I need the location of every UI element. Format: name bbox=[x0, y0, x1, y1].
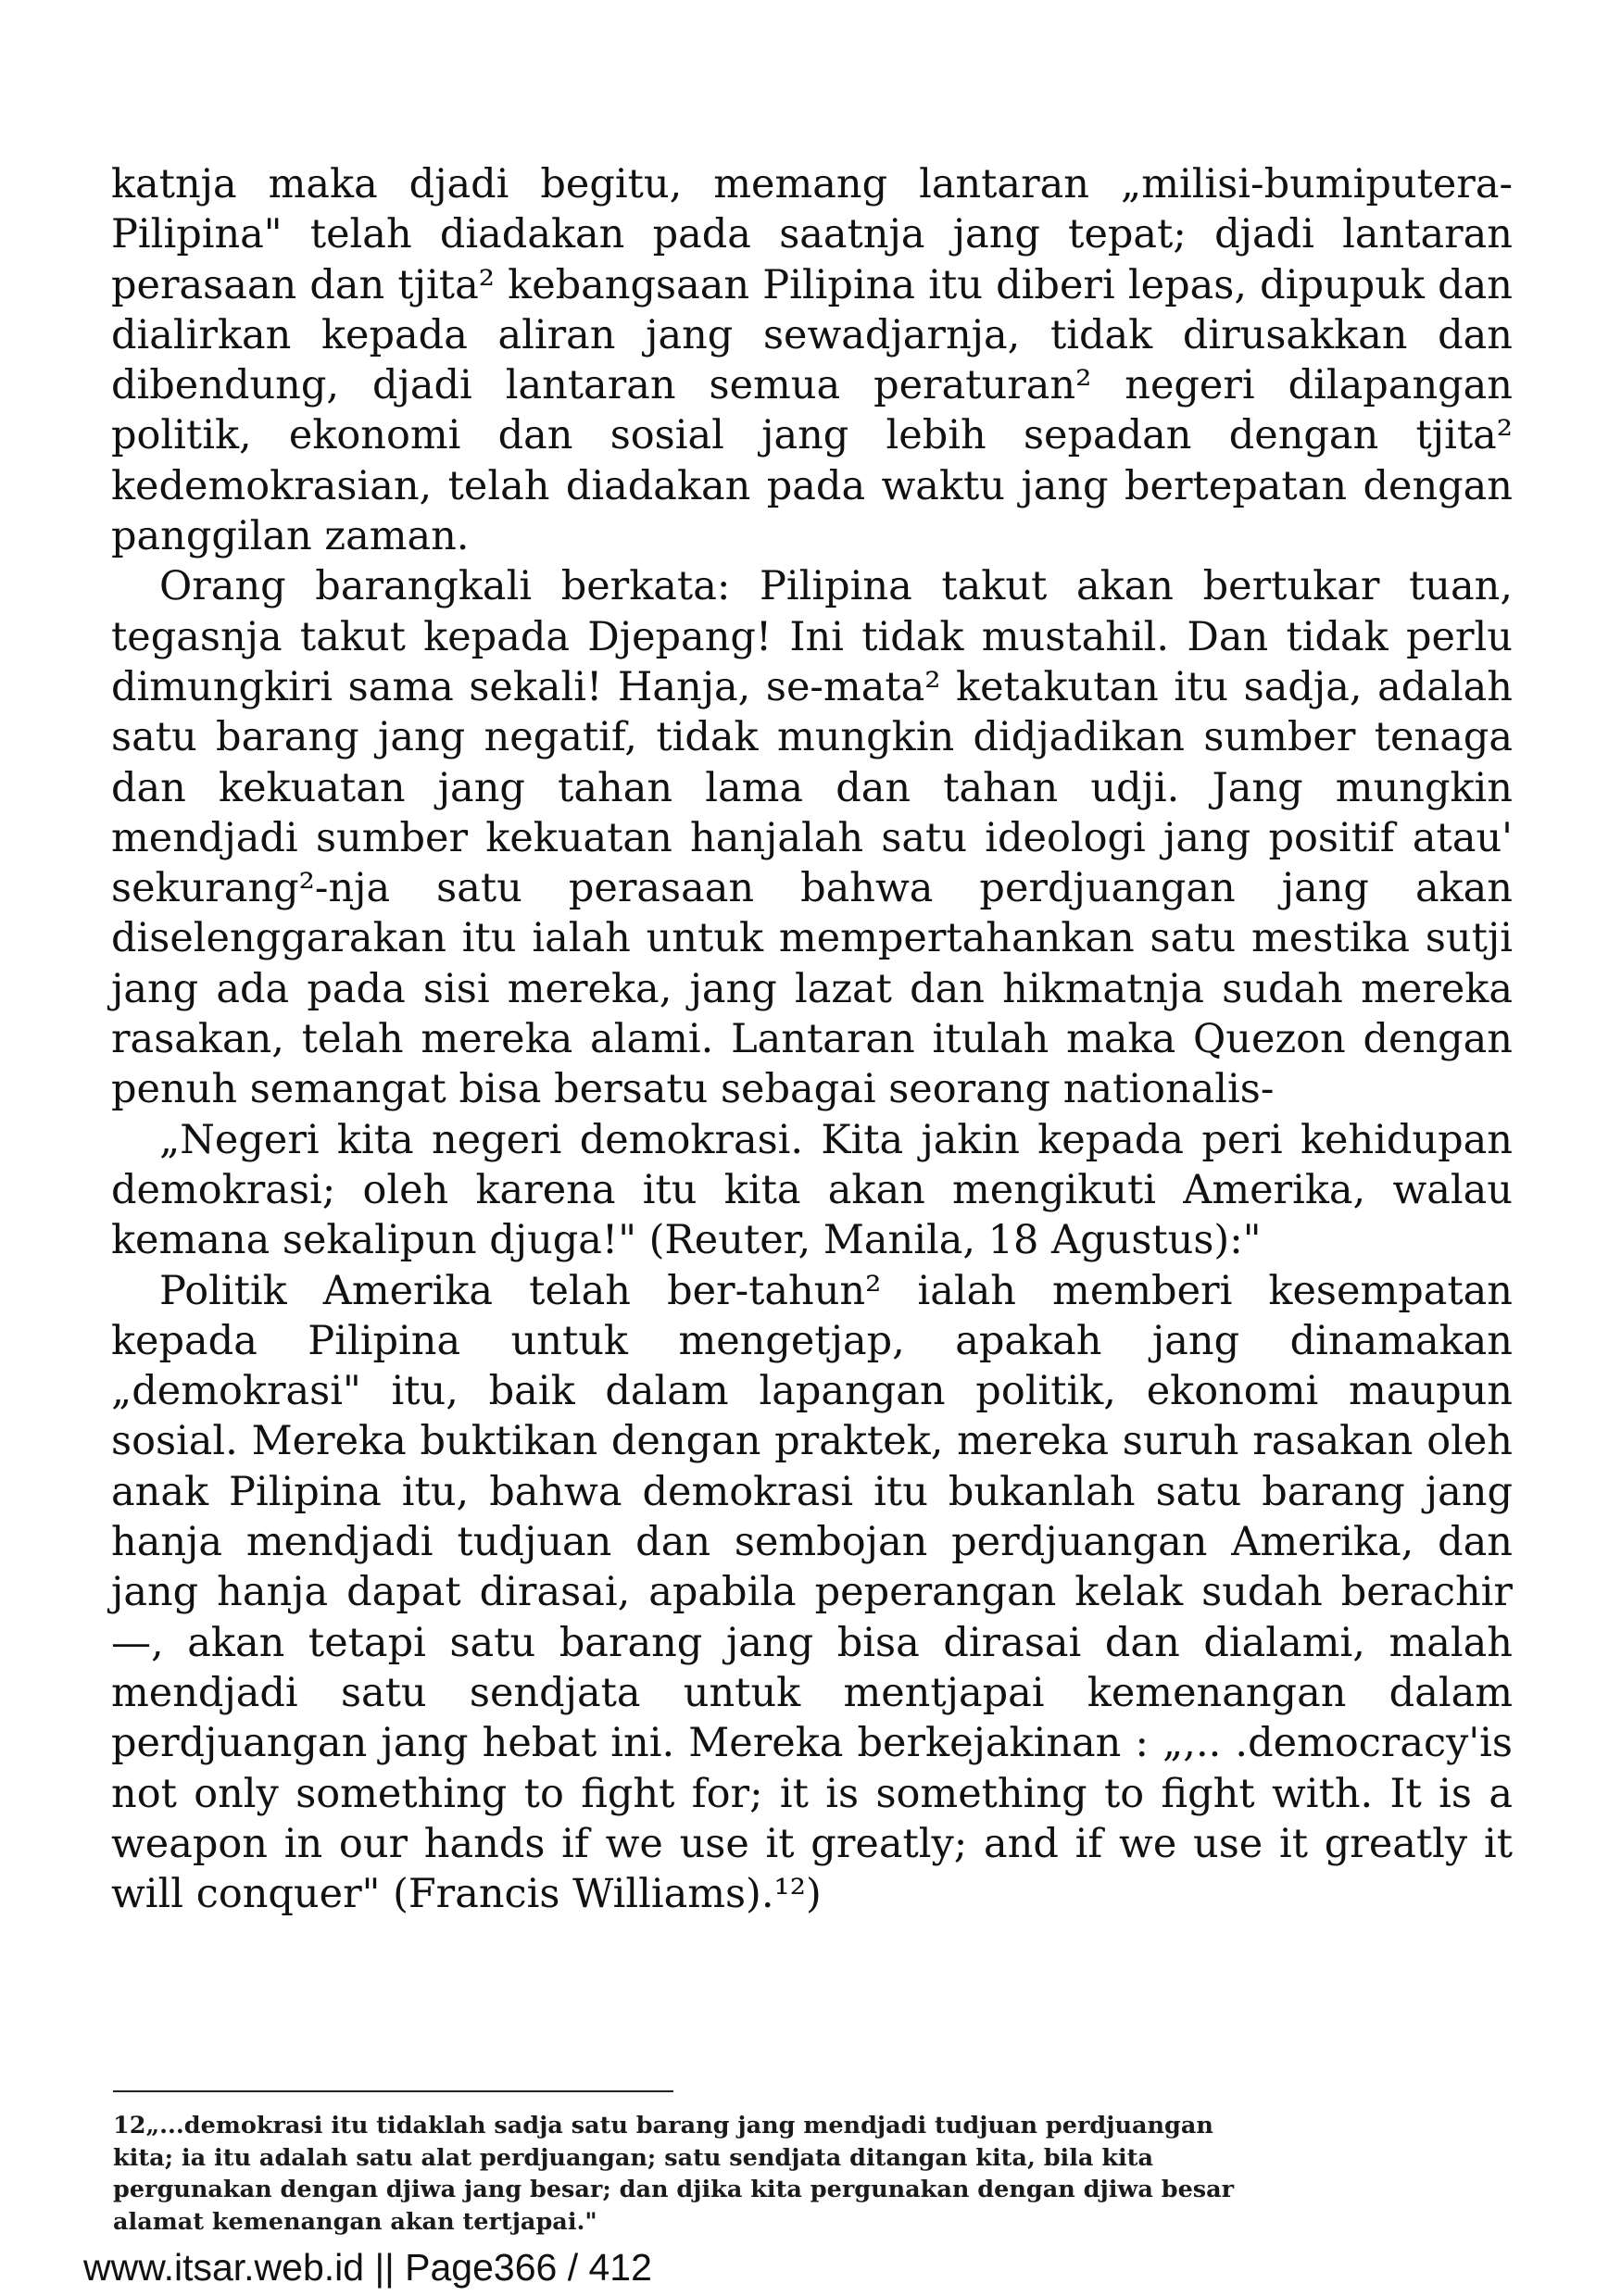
footnote-divider bbox=[113, 2090, 673, 2092]
paragraph-quote-quezon: „Negeri kita negeri demokrasi. Kita jakin kepada peri kehidupan demokrasi; oleh karena itu kita akan mengikuti Amerika, walau kemana sekalipun djuga!" (Reuter, Manila, 18 Agustus):" bbox=[111, 1116, 1513, 1264]
body-text bbox=[111, 159, 1513, 1919]
paragraph-continuation: katnja maka djadi begitu, memang lantaran „milisi-bumiputera-Pilipina" telah diadakan pada saatnja jang tepat; djadi lantaran perasaan dan tjita² kebangsaan Pilipina itu diberi lepas, dipupuk dan dialirkan kepada aliran jang sewadjarnja, tidak dirusakkan dan dibendung, djadi lantaran semua peraturan² negeri dilapangan politik, ekonomi dan sosial jang lebih sepadan dengan tjita² kedemokrasian, telah diadakan pada waktu jang bertepatan dengan panggilan zaman. bbox=[111, 161, 1513, 560]
footnote-12: 12„...demokrasi itu tidaklah sadja satu barang jang mendjadi tudjuan perdjuangan kita; ia itu adalah satu alat perdjuangan; satu sendjata ditangan kita, bila kita pergunakan dengan djiwa jang besar; dan djika kita pergunakan dengan djiwa besar alamat kemenangan akan tertjapai." bbox=[113, 2112, 1235, 2236]
page-footer: www.itsar.web.id || Page366 / 412 bbox=[83, 2246, 652, 2289]
paragraph-fear-of-japan: Orang barangkali berkata: Pilipina takut akan bertukar tuan, tegasnja takut kepada Djepang! Ini tidak mustahil. Dan tidak perlu dimungkiri sama sekali! Hanja, se-mata² ketakutan itu sadja, adalah satu barang jang negatif, tidak mungkin didjadikan sumber tenaga dan kekuatan jang tahan lama dan tahan udji. Jang mungkin mendjadi sumber kekuatan hanjalah satu ideologi jang positif atau' sekurang²-nja satu perasaan bahwa perdjuangan jang akan diselenggarakan itu ialah untuk mempertahankan satu mestika sutji jang ada pada sisi mereka, jang lazat dan hikmatnja sudah mereka rasakan, telah mereka alami. Lantaran itulah maka Quezon dengan penuh semangat bisa bersatu sebagai seorang nationalis- bbox=[111, 563, 1513, 1113]
paragraph-american-politics: Politik Amerika telah ber-tahun² ialah memberi kesempatan kepada Pilipina untuk mengetjap, apakah jang dinamakan „demokrasi" itu, baik dalam lapangan politik, ekonomi maupun sosial. Mereka buktikan dengan praktek, mereka suruh rasakan oleh anak Pilipina itu, bahwa demokrasi itu bukanlah satu barang jang hanja mendjadi tudjuan dan sembojan perdjuangan Amerika, dan jang hanja dapat dirasai, apabila peperangan kelak sudah berachir —, akan tetapi satu barang jang bisa dirasai dan dialami, malah mendjadi satu sendjata untuk mentjapai kemenangan dalam perdjuangan jang hebat ini. Mereka berkejakinan : „,.. .democracy'is not only something to fight for; it is something to fight with. It is a weapon in our hands if we use it greatly; and if we use it greatly it will conquer" (Francis Williams).¹²) bbox=[111, 1267, 1513, 1918]
